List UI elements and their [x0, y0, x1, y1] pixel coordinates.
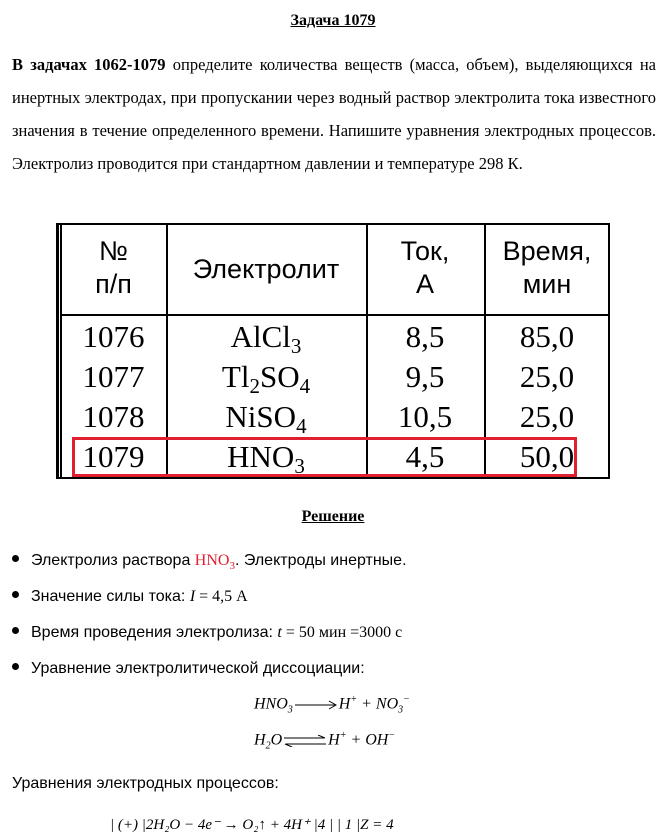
formula-sub: 3 [294, 454, 305, 478]
task-statement-text: определите количества веществ (масса, объем), выделяющихся на инертных электродах, при пропускании через водный раствор электролита тока известного значения в течение определенного времени. Напишите уравнения электродных процессов. Электролиз проводится при стандартном давлении и температуре 298 К. [12, 55, 656, 173]
bullet-current [12, 588, 248, 606]
task-title: Задача 1079 [290, 12, 376, 29]
eq-sub: 3 [398, 704, 404, 716]
table-row-current-1079: 4,5 [405, 439, 445, 474]
eq-sup: + [350, 694, 358, 705]
bullet-dot-icon [12, 591, 19, 598]
formula-part: HNO [194, 552, 230, 569]
header-time [484, 235, 610, 301]
bullet-text: Значение силы тока: [31, 588, 190, 605]
bullet-dot-icon [12, 555, 19, 562]
eq-sup: − [403, 694, 410, 705]
table-row-num-1077: 1077 [82, 359, 145, 394]
header-num [61, 235, 166, 301]
equation-water-dissociation [254, 730, 395, 752]
formula-highlight [194, 552, 235, 573]
eq-part: + [346, 731, 366, 749]
eq-sub: 2 [265, 740, 271, 752]
table-row-time-1079: 50,0 [519, 439, 575, 474]
bullet-value: = 4,5 А [195, 588, 248, 605]
table-row-time-1078: 25,0 [519, 399, 575, 434]
bullet-text: Электролиз раствора [31, 552, 195, 569]
electrode-processes-heading: Уравнения электродных процессов: [12, 775, 279, 792]
formula-part: NiSO [225, 399, 297, 434]
table-row-electrolyte-1078 [166, 397, 366, 436]
bullet-dissociation [12, 660, 365, 678]
electrode-equation-partial: | (+) |2H₂O − 4e⁻ → O₂↑ + 4H⁺ |4 | | 1 |Z = 4 [110, 817, 394, 833]
formula-part: AlCl [230, 319, 291, 354]
table-row-time-1076: 85,0 [519, 319, 575, 354]
bullet-text: . Электроды инертные. [234, 552, 407, 569]
task-statement-bold: В задачах 1062-1079 [12, 55, 166, 74]
table-row-current-1077: 9,5 [405, 359, 445, 394]
eq-sub: 3 [287, 704, 293, 716]
header-electrolyte: Электролит [192, 254, 340, 284]
bullet-value: = 50 мин =3000 с [281, 624, 403, 641]
table-row-current-1076: 8,5 [405, 319, 445, 354]
header-num-line2: п/п [95, 269, 132, 299]
formula-part: Tl [221, 359, 250, 394]
table-row-electrolyte-1076 [166, 317, 366, 356]
data-table [56, 223, 612, 481]
bullet-dot-icon [12, 663, 19, 670]
bullet-text: Уравнение электролитической диссоциации: [31, 660, 365, 677]
table-row-electrolyte-1077 [166, 357, 366, 396]
table-row-current-1078: 10,5 [397, 399, 453, 434]
bullet-time [12, 624, 402, 642]
var-symbol: t [277, 624, 282, 641]
formula-sub: 3 [290, 334, 302, 358]
header-current-line1: Ток, [400, 236, 450, 266]
eq-part: + [357, 695, 376, 713]
formula-sub: 4 [299, 374, 311, 398]
eq-part: OH [365, 731, 389, 749]
table-header-divider [60, 314, 610, 316]
table-row-num-1076: 1076 [82, 319, 145, 354]
eq-part: HNO [254, 695, 288, 713]
header-num-line1: № [99, 236, 128, 266]
eq-part: O [270, 731, 283, 749]
bullet-text: Время проведения электролиза: [31, 624, 278, 641]
eq-part: H [328, 731, 340, 749]
table-row-num-1078: 1078 [82, 399, 145, 434]
formula-sub: 2 [249, 374, 260, 398]
header-current [366, 235, 484, 301]
eq-sup: − [388, 730, 396, 741]
formula-sub: 4 [296, 414, 307, 438]
eq-part: NO [375, 695, 399, 713]
var-symbol: I [189, 588, 196, 605]
solution-heading: Решение [301, 508, 365, 525]
equilibrium-arrow-icon [282, 735, 328, 747]
row-highlight-box [72, 437, 577, 477]
header-current-line2: А [415, 269, 434, 299]
formula-part: SO [259, 359, 300, 394]
equation-hno3-dissociation [254, 694, 410, 716]
bullet-electrolysis [12, 552, 407, 572]
bullet-dot-icon [12, 627, 19, 634]
eq-sup: + [339, 730, 347, 741]
eq-part: H [254, 731, 266, 749]
table-row-time-1077: 25,0 [519, 359, 575, 394]
task-statement [12, 48, 656, 180]
header-time-line2: мин [522, 269, 572, 299]
right-arrow-icon [293, 700, 339, 710]
header-time-line1: Время, [502, 236, 592, 266]
formula-sub: 3 [229, 560, 235, 573]
formula-part: HNO [227, 439, 295, 474]
table-row-num-1079: 1079 [82, 439, 145, 474]
eq-part: H [338, 695, 351, 713]
